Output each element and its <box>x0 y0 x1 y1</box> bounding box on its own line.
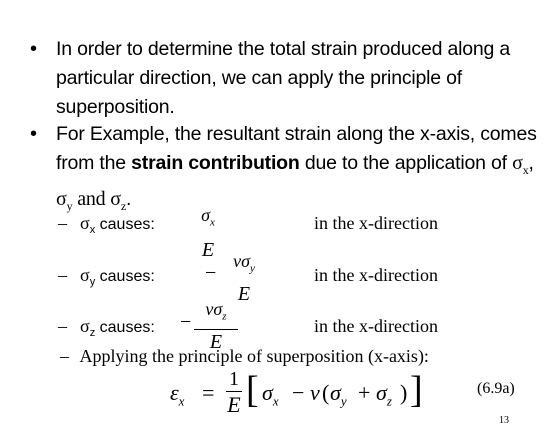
nu-symbol: ν <box>310 380 320 405</box>
fraction-nu-sigma-y-over-E <box>222 250 266 305</box>
epsilon-x: $\varepsilon_x$ <box>170 380 185 409</box>
superposition-text: Applying the principle of superposition (x-axis): <box>79 346 429 366</box>
direction-text: in the x-direction <box>314 316 438 336</box>
fraction-numerator: $\sigma_x$ <box>201 205 215 229</box>
sigma-y-inline: $\sigma_y$ <box>56 188 73 213</box>
equation-number: (6.9a) <box>477 380 515 397</box>
fraction-denominator: E <box>209 330 223 353</box>
bullet-1-text: In order to determine the total strain produced along a particular direction, we can apply the principle of superposition. <box>56 38 511 118</box>
bullet-2-text-after: due to the application of <box>299 152 513 174</box>
sub-item-sigma-y <box>58 261 538 289</box>
direction-text: in the x-direction <box>314 213 438 233</box>
fraction-denominator: E <box>237 282 251 305</box>
fraction-denominator: E <box>227 392 241 417</box>
bullet-2 <box>30 120 550 221</box>
sigma-x-inline: $\sigma_x$ <box>512 152 529 177</box>
right-paren: ) <box>400 380 408 405</box>
bullet-2-text <box>56 120 550 221</box>
bullet-dot-icon: • <box>30 38 38 60</box>
bullet-dot-icon: • <box>30 123 38 145</box>
dash: – <box>60 346 69 366</box>
minus-sign: − <box>292 380 305 405</box>
bullet-2-text-before: For Example, the resultant strain along the x-axis, comes from the <box>56 123 537 174</box>
minus-sign: − <box>180 311 192 333</box>
left-bracket: [ <box>246 369 259 411</box>
one-over-E-fraction <box>226 368 242 417</box>
and-word: and <box>72 188 111 210</box>
sigma-y-term: $\sigma_y$ <box>330 380 347 409</box>
bullet-2-bold-text: strain contribution <box>131 152 300 174</box>
left-paren: ( <box>322 380 330 405</box>
sub-item-sigma-x <box>58 209 538 237</box>
right-bracket: ] <box>410 369 423 411</box>
fraction-numerator: $\nu\sigma_z$ <box>205 299 227 323</box>
fraction-numerator: $\nu\sigma_y$ <box>233 251 255 275</box>
equals-sign: = <box>202 380 215 405</box>
superposition-line <box>60 343 540 369</box>
sigma-z-inline: $\sigma_z$ <box>110 188 127 213</box>
sub-item-label: $\sigma_x$ causes: <box>80 213 155 237</box>
sigma-x-term: $\sigma_x$ <box>262 380 279 409</box>
direction-text: in the x-direction <box>314 265 438 285</box>
fraction-numerator: 1 <box>229 368 239 390</box>
sub-item-sigma-z <box>58 312 538 340</box>
plus-sign: + <box>358 380 371 405</box>
dash: – <box>58 316 67 336</box>
dash: – <box>58 213 67 233</box>
comma-separator: , <box>528 152 534 174</box>
minus-sign: − <box>205 262 217 284</box>
dash: – <box>58 265 67 285</box>
fraction-denominator: E <box>201 238 215 261</box>
strain-equation <box>170 368 430 424</box>
sigma-z-term: $\sigma_z$ <box>376 380 392 409</box>
page-number: 13 <box>499 415 509 426</box>
bullet-1 <box>30 35 550 122</box>
period: . <box>126 188 132 210</box>
fraction-bar <box>194 329 238 330</box>
sub-item-label: $\sigma_z$ causes: <box>80 316 155 340</box>
fraction-sigma-x-over-E <box>190 204 226 261</box>
sub-item-label: $\sigma_y$ causes: <box>80 265 155 289</box>
